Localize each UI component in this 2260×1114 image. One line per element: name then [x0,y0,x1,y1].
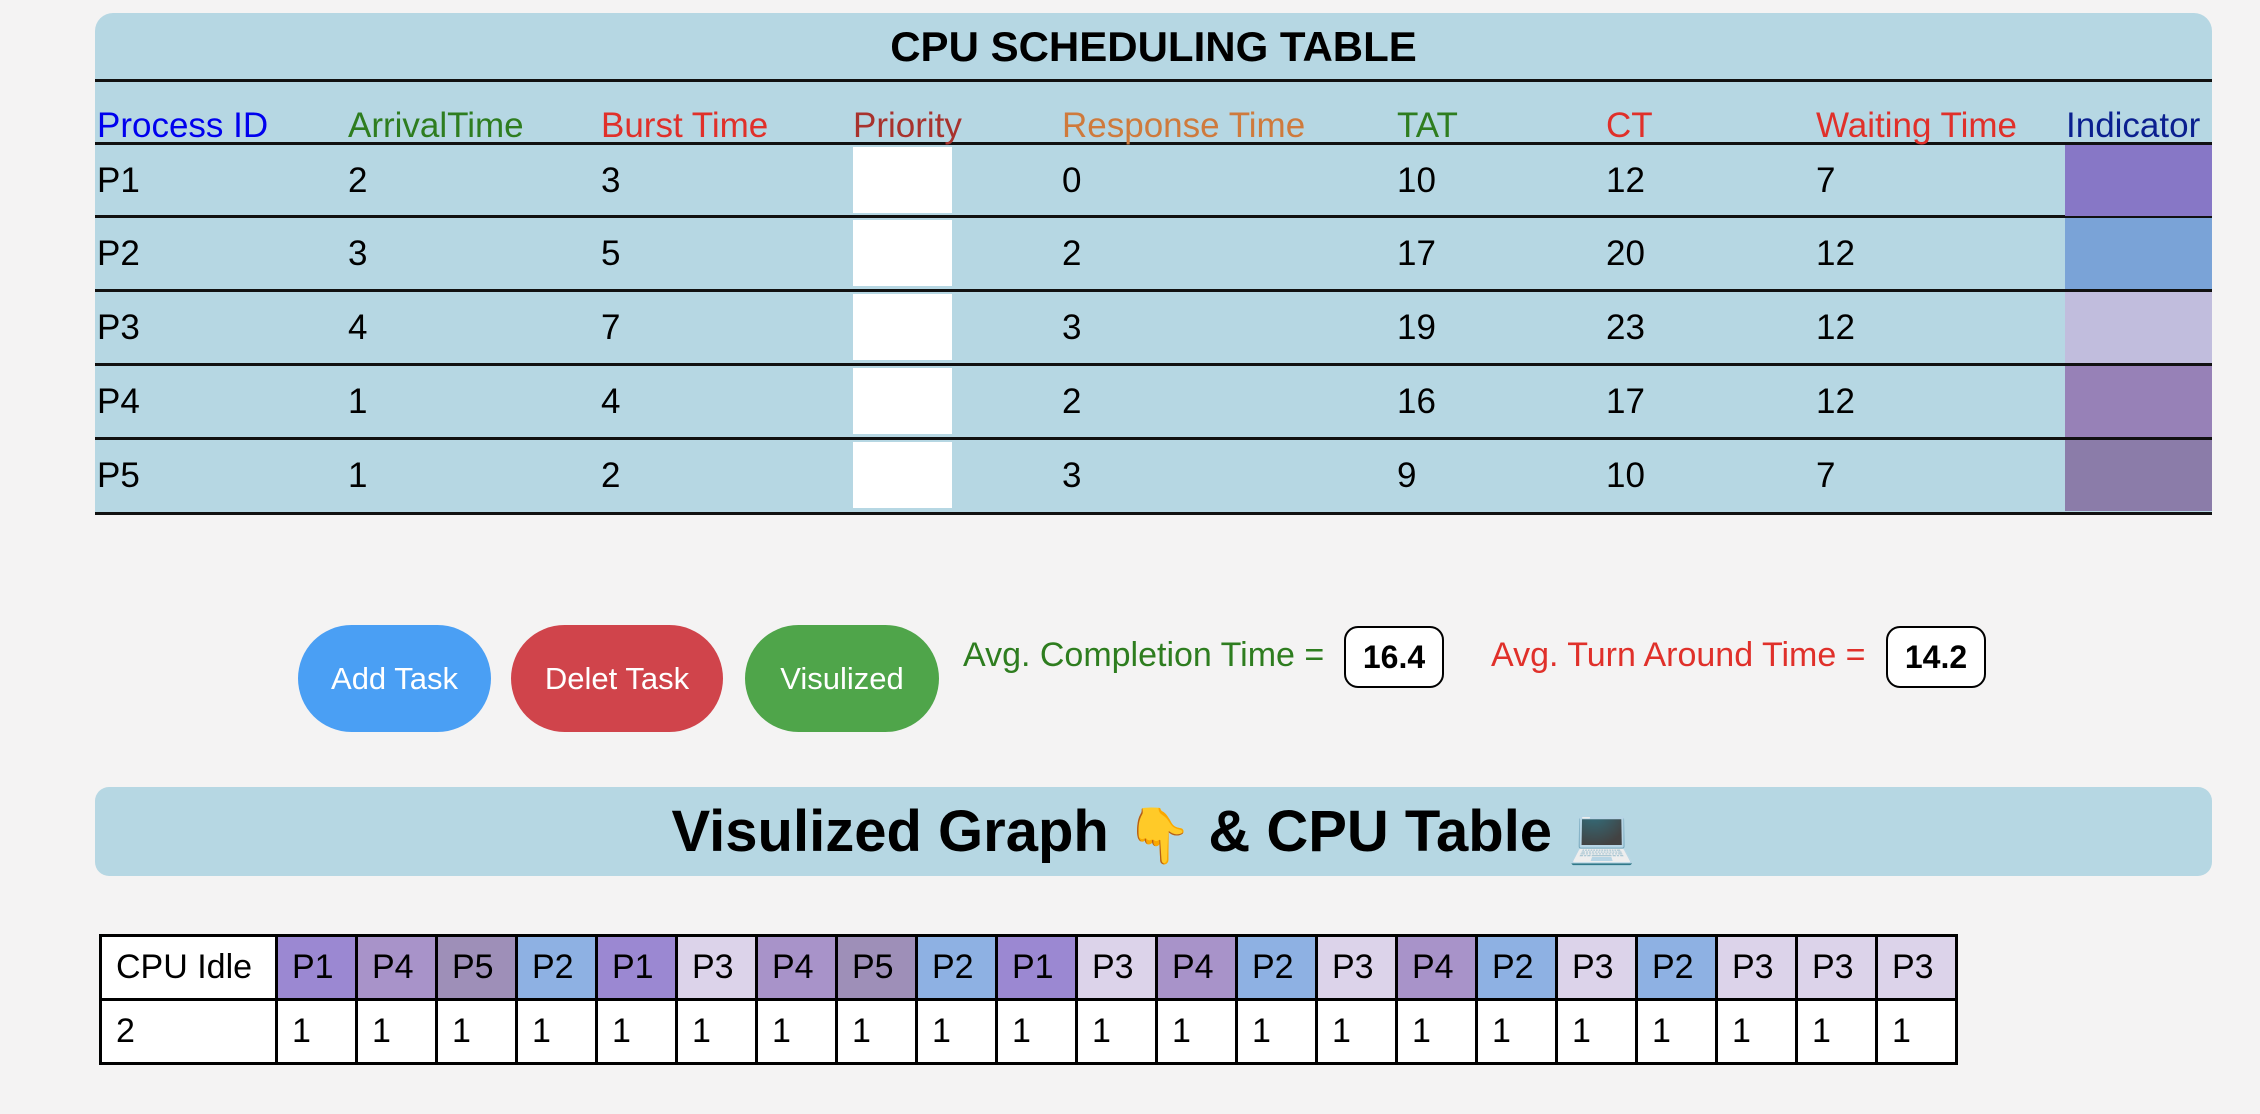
divider [95,512,2212,515]
laptop-icon: 💻 [1568,804,1636,868]
cell-burst-time: 3 [601,161,621,200]
cell-arrival-time: 1 [348,382,368,421]
gantt-duration: 1 [437,1000,517,1064]
gantt-block: P2 [1237,936,1317,1000]
cell-arrival-time: 1 [348,456,368,495]
cell-arrival-time: 4 [348,308,368,347]
gantt-duration: 1 [1317,1000,1397,1064]
gantt-idle-value: 2 [101,1000,277,1064]
gantt-duration: 1 [997,1000,1077,1064]
divider [95,289,2212,292]
gantt-block: P5 [837,936,917,1000]
gantt-duration: 1 [837,1000,917,1064]
cell-ct: 23 [1606,308,1645,347]
header-response-time: Response Time [1062,106,1306,145]
header-process-id: Process ID [97,106,269,145]
add-task-button[interactable]: Add Task [298,625,491,732]
gantt-block: P3 [677,936,757,1000]
header-tat: TAT [1397,106,1458,145]
cell-tat: 10 [1397,161,1436,200]
gantt-block: P4 [357,936,437,1000]
avg-turnaround-value: 14.2 [1886,626,1986,688]
cell-burst-time: 7 [601,308,621,347]
gantt-block: P2 [917,936,997,1000]
cell-ct: 10 [1606,456,1645,495]
gantt-block: P2 [1637,936,1717,1000]
gantt-duration: 1 [1877,1000,1957,1064]
cell-process-id: P1 [97,161,140,200]
divider [95,363,2212,366]
gantt-duration: 1 [1797,1000,1877,1064]
gantt-duration: 1 [1557,1000,1637,1064]
gantt-block: P3 [1877,936,1957,1000]
gantt-block: P1 [997,936,1077,1000]
cell-waiting-time: 7 [1816,161,1836,200]
gantt-block: P3 [1317,936,1397,1000]
gantt-duration: 1 [757,1000,837,1064]
priority-input[interactable] [853,220,952,286]
gantt-duration: 1 [1637,1000,1717,1064]
indicator-swatch [2065,366,2212,437]
cell-ct: 20 [1606,234,1645,273]
cell-waiting-time: 12 [1816,308,1855,347]
cell-response-time: 0 [1062,161,1082,200]
cell-waiting-time: 7 [1816,456,1836,495]
table-title: CPU SCHEDULING TABLE [890,23,1417,70]
priority-input[interactable] [853,147,952,213]
header-ct: CT [1606,106,1653,145]
cell-arrival-time: 3 [348,234,368,273]
cell-process-id: P3 [97,308,140,347]
cell-response-time: 2 [1062,382,1082,421]
gantt-block: P5 [437,936,517,1000]
pointing-down-icon: 👇 [1124,804,1193,868]
gantt-duration: 1 [1077,1000,1157,1064]
gantt-block: P3 [1077,936,1157,1000]
cell-process-id: P2 [97,234,140,273]
banner-text-mid: & CPU Table [1208,799,1553,864]
header-arrival-time: ArrivalTime [348,106,524,145]
gantt-idle-label: CPU Idle [101,936,277,1000]
cell-tat: 16 [1397,382,1436,421]
gantt-block: P4 [757,936,837,1000]
cell-tat: 19 [1397,308,1436,347]
cell-response-time: 3 [1062,456,1082,495]
gantt-duration: 1 [1717,1000,1797,1064]
avg-completion-value: 16.4 [1344,626,1444,688]
cell-burst-time: 4 [601,382,621,421]
gantt-duration: 1 [1237,1000,1317,1064]
header-waiting-time: Waiting Time [1816,106,2017,145]
divider [95,437,2212,440]
divider [95,215,2212,218]
gantt-block: P1 [277,936,357,1000]
gantt-block: P3 [1557,936,1637,1000]
cell-process-id: P4 [97,382,140,421]
priority-input[interactable] [853,442,952,508]
cell-response-time: 2 [1062,234,1082,273]
gantt-duration: 1 [1157,1000,1237,1064]
avg-turnaround-label: Avg. Turn Around Time = [1491,636,1866,674]
cell-waiting-time: 12 [1816,382,1855,421]
cell-process-id: P5 [97,456,140,495]
avg-completion-label: Avg. Completion Time = [963,636,1325,674]
gantt-table [99,934,1958,1065]
gantt-duration: 1 [677,1000,757,1064]
cell-burst-time: 2 [601,456,621,495]
cell-waiting-time: 12 [1816,234,1855,273]
header-priority: Priority [853,106,962,145]
gantt-time-row [101,1000,1957,1064]
gantt-block: P4 [1397,936,1477,1000]
divider [95,79,2212,82]
gantt-block: P1 [597,936,677,1000]
gantt-block: P2 [1477,936,1557,1000]
priority-input[interactable] [853,294,952,360]
gantt-duration: 1 [357,1000,437,1064]
visualized-banner [95,787,2212,876]
priority-input[interactable] [853,368,952,434]
gantt-block: P4 [1157,936,1237,1000]
gantt-block: P3 [1797,936,1877,1000]
indicator-swatch [2065,440,2212,511]
indicator-swatch [2065,292,2212,363]
gantt-block: P3 [1717,936,1797,1000]
cell-arrival-time: 2 [348,161,368,200]
header-burst-time: Burst Time [601,106,769,145]
gantt-duration: 1 [277,1000,357,1064]
indicator-swatch [2065,218,2212,289]
gantt-duration: 1 [1397,1000,1477,1064]
gantt-duration: 1 [1477,1000,1557,1064]
header-indicator: Indicator [2066,106,2201,145]
cell-response-time: 3 [1062,308,1082,347]
indicator-swatch [2065,145,2212,216]
gantt-duration: 1 [517,1000,597,1064]
gantt-duration: 1 [597,1000,677,1064]
gantt-process-row [101,936,1957,1000]
delete-task-button[interactable]: Delet Task [511,625,723,732]
banner-text-left: Visulized Graph [671,799,1109,864]
cell-tat: 17 [1397,234,1436,273]
cell-ct: 12 [1606,161,1645,200]
scheduling-table [95,13,2212,515]
visualize-button[interactable]: Visulized [745,625,939,732]
cell-tat: 9 [1397,456,1417,495]
gantt-block: P2 [517,936,597,1000]
cell-burst-time: 5 [601,234,621,273]
cell-ct: 17 [1606,382,1645,421]
gantt-duration: 1 [917,1000,997,1064]
